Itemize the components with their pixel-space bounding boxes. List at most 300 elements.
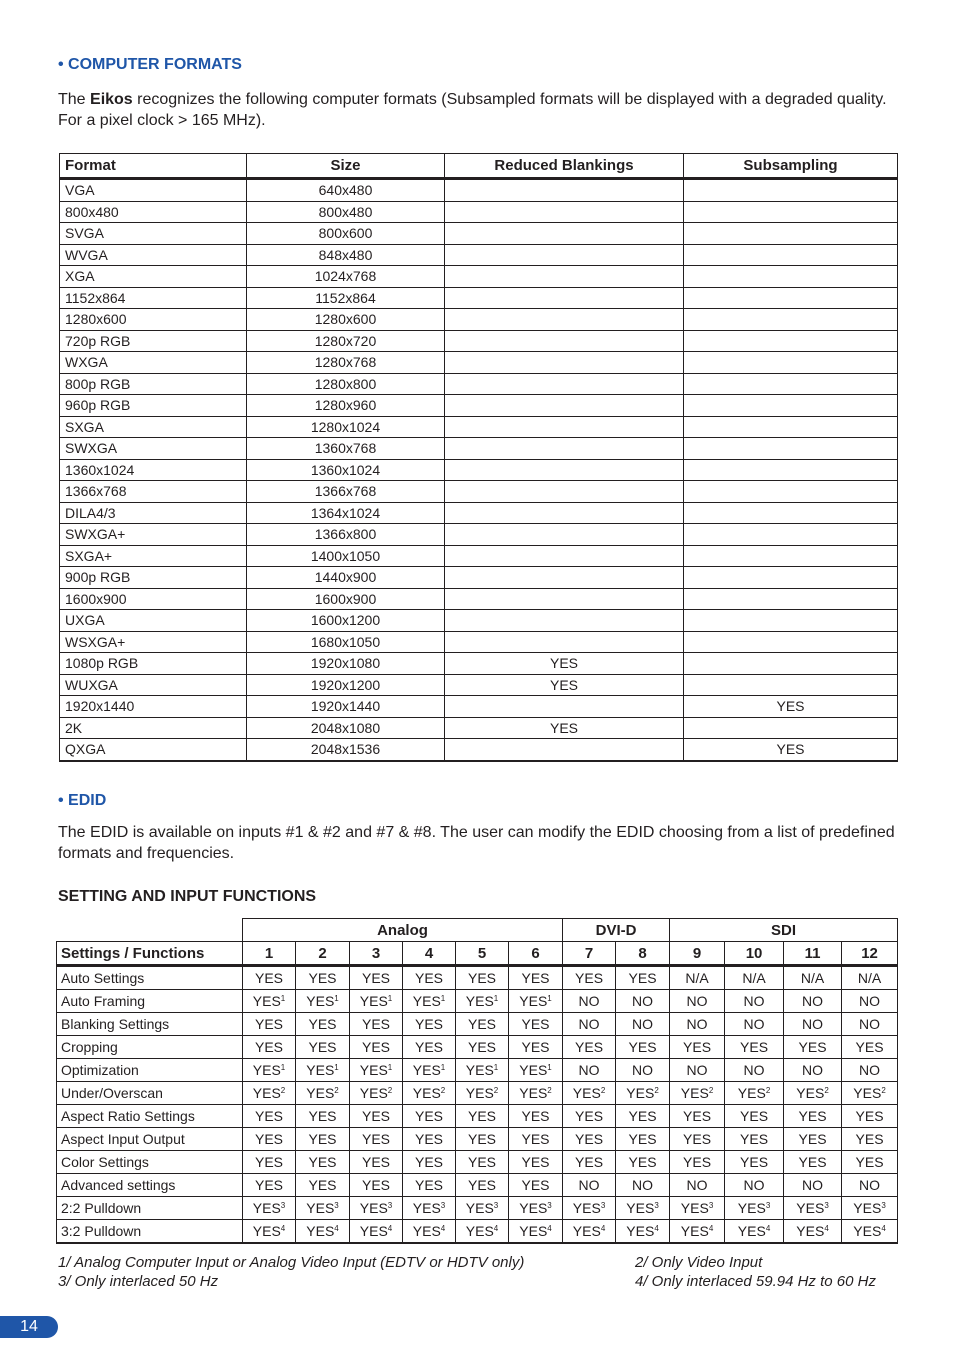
format-cell: VGA bbox=[60, 179, 247, 202]
reduced-blanking-cell bbox=[445, 567, 684, 589]
function-value: YES$^2$ bbox=[456, 1082, 509, 1105]
input-number: 3 bbox=[350, 942, 403, 966]
subsampling-cell bbox=[684, 481, 898, 503]
function-value: YES bbox=[784, 1036, 842, 1059]
size-cell: 1280x960 bbox=[247, 395, 445, 417]
footnote-ref: 1 bbox=[280, 1063, 286, 1072]
function-value: YES bbox=[403, 1174, 456, 1197]
reduced-blanking-cell bbox=[445, 223, 684, 245]
table-row bbox=[60, 588, 898, 610]
formats-body bbox=[60, 179, 898, 761]
function-value: YES bbox=[456, 966, 509, 990]
footnote-ref: 4 bbox=[600, 1224, 606, 1233]
subsampling-cell bbox=[684, 309, 898, 331]
table-row bbox=[60, 352, 898, 374]
function-value: NO bbox=[725, 1059, 784, 1082]
function-value: NO bbox=[725, 990, 784, 1013]
function-value: YES bbox=[842, 1105, 898, 1128]
size-cell: 1366x800 bbox=[247, 524, 445, 546]
reduced-blanking-cell bbox=[445, 287, 684, 309]
format-cell: 1152x864 bbox=[60, 287, 247, 309]
format-cell: 1360x1024 bbox=[60, 459, 247, 481]
format-cell: SVGA bbox=[60, 223, 247, 245]
function-value: YES bbox=[784, 1151, 842, 1174]
function-value: YES bbox=[670, 1128, 725, 1151]
table-row bbox=[60, 309, 898, 331]
format-cell: 960p RGB bbox=[60, 395, 247, 417]
function-value: YES bbox=[842, 1151, 898, 1174]
settings-functions-label: Settings / Functions bbox=[57, 942, 243, 966]
settings-heading: SETTING AND INPUT FUNCTIONS bbox=[58, 888, 317, 905]
footnote-ref: 2 bbox=[824, 1086, 829, 1095]
footnote-ref: 4 bbox=[280, 1224, 286, 1233]
function-name: Color Settings bbox=[57, 1151, 243, 1174]
table-row bbox=[60, 330, 898, 352]
table-row bbox=[60, 545, 898, 567]
function-value: YES$^4$ bbox=[670, 1220, 725, 1244]
function-name: Under/Overscan bbox=[57, 1082, 243, 1105]
format-cell: SXGA bbox=[60, 416, 247, 438]
function-value: YES bbox=[403, 1036, 456, 1059]
format-cell: WSXGA+ bbox=[60, 631, 247, 653]
function-value: NO bbox=[670, 1013, 725, 1036]
function-value: YES$^2$ bbox=[842, 1082, 898, 1105]
function-value: YES$^1$ bbox=[350, 990, 403, 1013]
footnote-ref: 3 bbox=[654, 1201, 659, 1210]
table-row bbox=[57, 1220, 898, 1244]
function-value: NO bbox=[725, 1013, 784, 1036]
function-value: YES bbox=[456, 1105, 509, 1128]
table-row bbox=[57, 1151, 898, 1174]
function-value: YES bbox=[296, 1128, 350, 1151]
function-value: YES bbox=[350, 1036, 403, 1059]
table-row bbox=[57, 1128, 898, 1151]
settings-header bbox=[57, 919, 898, 966]
size-cell: 1360x768 bbox=[247, 438, 445, 460]
reduced-blanking-cell: YES bbox=[445, 674, 684, 696]
function-name: Aspect Input Output bbox=[57, 1128, 243, 1151]
input-number: 8 bbox=[616, 942, 670, 966]
footnote-ref: 3 bbox=[493, 1201, 499, 1210]
intro-post: recognizes the following computer formats (Subsampled formats will be displayed with a degraded quality. For a pixel clock > 165 MHz). bbox=[58, 91, 887, 129]
function-value: YES bbox=[456, 1151, 509, 1174]
function-value: YES$^3$ bbox=[670, 1197, 725, 1220]
format-cell: WVGA bbox=[60, 244, 247, 266]
reduced-blanking-cell bbox=[445, 739, 684, 761]
size-cell: 2048x1080 bbox=[247, 717, 445, 739]
function-value: YES bbox=[350, 1105, 403, 1128]
footnote-ref: 4 bbox=[440, 1224, 446, 1233]
function-value: YES bbox=[725, 1128, 784, 1151]
reduced-blanking-cell bbox=[445, 438, 684, 460]
footnote-ref: 2 bbox=[334, 1086, 339, 1095]
reduced-blanking-cell bbox=[445, 309, 684, 331]
function-value: NO bbox=[563, 1059, 616, 1082]
table-row bbox=[60, 244, 898, 266]
reduced-blanking-cell: YES bbox=[445, 717, 684, 739]
formats-header-row bbox=[60, 154, 898, 179]
size-cell: 1366x768 bbox=[247, 481, 445, 503]
function-value: NO bbox=[563, 1013, 616, 1036]
size-cell: 1364x1024 bbox=[247, 502, 445, 524]
intro-pre: The bbox=[58, 91, 91, 108]
function-value: YES bbox=[670, 1151, 725, 1174]
format-cell: WUXGA bbox=[60, 674, 247, 696]
format-cell: 800x480 bbox=[60, 201, 247, 223]
footnote-ref: 4 bbox=[824, 1224, 829, 1233]
subsampling-cell bbox=[684, 502, 898, 524]
footnote-ref: 4 bbox=[654, 1224, 659, 1233]
footnote-ref: 3 bbox=[881, 1201, 886, 1210]
function-value: YES bbox=[842, 1128, 898, 1151]
function-value: YES$^1$ bbox=[509, 1059, 563, 1082]
footnote-ref: 4 bbox=[547, 1224, 552, 1233]
function-value: NO bbox=[725, 1174, 784, 1197]
function-value: YES$^3$ bbox=[563, 1197, 616, 1220]
format-cell: XGA bbox=[60, 266, 247, 288]
function-value: YES bbox=[509, 1036, 563, 1059]
footnote-ref: 2 bbox=[547, 1086, 552, 1095]
function-value: YES bbox=[725, 1105, 784, 1128]
function-value: YES$^2$ bbox=[350, 1082, 403, 1105]
function-value: YES bbox=[563, 1151, 616, 1174]
table-row bbox=[57, 1197, 898, 1220]
group-header: SDI bbox=[670, 919, 898, 942]
size-cell: 1360x1024 bbox=[247, 459, 445, 481]
table-row bbox=[60, 395, 898, 417]
footnote-ref: 2 bbox=[881, 1086, 886, 1095]
function-value: YES bbox=[784, 1128, 842, 1151]
footnote-2: 2/ Only Video Input bbox=[635, 1254, 763, 1271]
settings-functions-table bbox=[56, 918, 898, 1244]
format-cell: DILA4/3 bbox=[60, 502, 247, 524]
subsampling-cell bbox=[684, 223, 898, 245]
function-value: YES bbox=[296, 966, 350, 990]
function-name: 3:2 Pulldown bbox=[57, 1220, 243, 1244]
function-name: Auto Framing bbox=[57, 990, 243, 1013]
function-name: Blanking Settings bbox=[57, 1013, 243, 1036]
table-row bbox=[60, 696, 898, 718]
function-value: YES$^4$ bbox=[296, 1220, 350, 1244]
edid-text: The EDID is available on inputs #1 & #2 and #7 & #8. The user can modify the EDID choosing from a list of predefined formats and frequencies. bbox=[58, 824, 895, 862]
function-value: YES bbox=[296, 1174, 350, 1197]
footnote-ref: 2 bbox=[280, 1086, 286, 1095]
table-row bbox=[57, 1036, 898, 1059]
table-row bbox=[57, 1013, 898, 1036]
input-number: 2 bbox=[296, 942, 350, 966]
format-cell: 2K bbox=[60, 717, 247, 739]
table-row bbox=[57, 1174, 898, 1197]
size-cell: 640x480 bbox=[247, 179, 445, 202]
col-format: Format bbox=[60, 154, 247, 179]
format-cell: 900p RGB bbox=[60, 567, 247, 589]
input-number: 12 bbox=[842, 942, 898, 966]
table-row bbox=[60, 717, 898, 739]
function-value: YES bbox=[296, 1013, 350, 1036]
input-number: 9 bbox=[670, 942, 725, 966]
table-row bbox=[60, 223, 898, 245]
computer-formats-table bbox=[59, 153, 898, 762]
reduced-blanking-cell bbox=[445, 330, 684, 352]
reduced-blanking-cell bbox=[445, 201, 684, 223]
function-value: YES$^1$ bbox=[350, 1059, 403, 1082]
table-row bbox=[60, 567, 898, 589]
function-value: YES$^3$ bbox=[509, 1197, 563, 1220]
footnote-ref: 2 bbox=[387, 1086, 393, 1095]
footnote-ref: 1 bbox=[493, 994, 499, 1003]
function-value: YES$^4$ bbox=[616, 1220, 670, 1244]
brand-name: Eikos bbox=[90, 91, 133, 108]
edid-heading: • EDID bbox=[58, 792, 107, 809]
footnote-3: 3/ Only interlaced 50 Hz bbox=[58, 1273, 219, 1290]
footnote-ref: 2 bbox=[654, 1086, 659, 1095]
reduced-blanking-cell bbox=[445, 395, 684, 417]
input-number: 7 bbox=[563, 942, 616, 966]
subsampling-cell bbox=[684, 631, 898, 653]
function-value: YES bbox=[670, 1036, 725, 1059]
function-name: Cropping bbox=[57, 1036, 243, 1059]
footnote-4: 4/ Only interlaced 59.94 Hz to 60 Hz bbox=[635, 1273, 876, 1290]
reduced-blanking-cell bbox=[445, 459, 684, 481]
footnote-ref: 1 bbox=[547, 1063, 552, 1072]
subsampling-cell bbox=[684, 287, 898, 309]
function-value: YES bbox=[616, 966, 670, 990]
function-value: YES bbox=[725, 1151, 784, 1174]
function-value: YES$^3$ bbox=[403, 1197, 456, 1220]
function-name: Aspect Ratio Settings bbox=[57, 1105, 243, 1128]
size-cell: 1280x800 bbox=[247, 373, 445, 395]
reduced-blanking-cell bbox=[445, 416, 684, 438]
function-value: NO bbox=[842, 1013, 898, 1036]
function-value: YES$^2$ bbox=[509, 1082, 563, 1105]
function-value: YES bbox=[403, 1128, 456, 1151]
footnote-ref: 1 bbox=[440, 1063, 446, 1072]
group-header-row bbox=[57, 919, 898, 942]
function-value: YES$^4$ bbox=[456, 1220, 509, 1244]
function-value: NO bbox=[784, 990, 842, 1013]
table-row bbox=[57, 1059, 898, 1082]
table-row bbox=[60, 179, 898, 202]
corner-cell bbox=[57, 919, 243, 942]
table-row bbox=[57, 966, 898, 990]
subsampling-cell bbox=[684, 395, 898, 417]
function-name: Optimization bbox=[57, 1059, 243, 1082]
reduced-blanking-cell bbox=[445, 610, 684, 632]
function-value: YES bbox=[616, 1128, 670, 1151]
format-cell: 800p RGB bbox=[60, 373, 247, 395]
function-value: YES$^4$ bbox=[403, 1220, 456, 1244]
function-value: YES$^1$ bbox=[243, 990, 296, 1013]
function-value: N/A bbox=[842, 966, 898, 990]
footnote-ref: 1 bbox=[334, 994, 339, 1003]
footnote-ref: 1 bbox=[440, 994, 446, 1003]
subsampling-cell bbox=[684, 567, 898, 589]
function-value: YES$^3$ bbox=[616, 1197, 670, 1220]
function-value: YES bbox=[350, 1013, 403, 1036]
table-row bbox=[60, 438, 898, 460]
group-header: DVI-D bbox=[563, 919, 670, 942]
function-value: NO bbox=[616, 1174, 670, 1197]
subsampling-cell bbox=[684, 459, 898, 481]
size-cell: 1600x1200 bbox=[247, 610, 445, 632]
reduced-blanking-cell bbox=[445, 266, 684, 288]
subsampling-cell bbox=[684, 244, 898, 266]
function-value: YES bbox=[509, 966, 563, 990]
footnote-ref: 3 bbox=[440, 1201, 446, 1210]
function-name: 2:2 Pulldown bbox=[57, 1197, 243, 1220]
size-cell: 1280x600 bbox=[247, 309, 445, 331]
function-value: YES bbox=[509, 1151, 563, 1174]
function-value: YES$^2$ bbox=[403, 1082, 456, 1105]
footnote-ref: 4 bbox=[493, 1224, 499, 1233]
group-header: Analog bbox=[243, 919, 563, 942]
settings-body bbox=[57, 966, 898, 1244]
function-value: YES$^4$ bbox=[784, 1220, 842, 1244]
reduced-blanking-cell bbox=[445, 179, 684, 202]
computer-formats-heading: • COMPUTER FORMATS bbox=[58, 56, 242, 73]
subsampling-cell bbox=[684, 266, 898, 288]
function-value: YES bbox=[509, 1174, 563, 1197]
reduced-blanking-cell bbox=[445, 631, 684, 653]
reduced-blanking-cell bbox=[445, 524, 684, 546]
format-cell: SWXGA bbox=[60, 438, 247, 460]
function-value: YES bbox=[243, 1013, 296, 1036]
input-number-row bbox=[57, 942, 898, 966]
subsampling-cell: YES bbox=[684, 696, 898, 718]
function-value: YES bbox=[563, 1036, 616, 1059]
function-value: YES bbox=[616, 1036, 670, 1059]
function-value: YES bbox=[456, 1013, 509, 1036]
footnote-ref: 1 bbox=[387, 1063, 393, 1072]
size-cell: 2048x1536 bbox=[247, 739, 445, 761]
subsampling-cell bbox=[684, 717, 898, 739]
footnote-ref: 2 bbox=[440, 1086, 446, 1095]
footnote-ref: 1 bbox=[387, 994, 393, 1003]
table-row bbox=[60, 631, 898, 653]
function-value: YES bbox=[350, 1174, 403, 1197]
function-value: NO bbox=[563, 990, 616, 1013]
function-value: YES bbox=[350, 966, 403, 990]
function-value: YES bbox=[509, 1105, 563, 1128]
reduced-blanking-cell bbox=[445, 373, 684, 395]
function-value: YES bbox=[784, 1105, 842, 1128]
footnote-ref: 2 bbox=[600, 1086, 606, 1095]
function-value: YES$^3$ bbox=[296, 1197, 350, 1220]
reduced-blanking-cell: YES bbox=[445, 653, 684, 675]
subsampling-cell bbox=[684, 373, 898, 395]
footnote-ref: 3 bbox=[765, 1201, 771, 1210]
function-value: YES bbox=[616, 1151, 670, 1174]
function-value: NO bbox=[784, 1013, 842, 1036]
footnote-ref: 4 bbox=[765, 1224, 771, 1233]
format-cell: QXGA bbox=[60, 739, 247, 761]
subsampling-cell bbox=[684, 330, 898, 352]
function-value: NO bbox=[842, 1059, 898, 1082]
subsampling-cell bbox=[684, 588, 898, 610]
function-value: YES$^3$ bbox=[842, 1197, 898, 1220]
subsampling-cell bbox=[684, 545, 898, 567]
size-cell: 800x480 bbox=[247, 201, 445, 223]
function-value: YES bbox=[296, 1151, 350, 1174]
table-row bbox=[60, 502, 898, 524]
format-cell: UXGA bbox=[60, 610, 247, 632]
reduced-blanking-cell bbox=[445, 352, 684, 374]
function-value: YES$^2$ bbox=[784, 1082, 842, 1105]
function-value: YES$^1$ bbox=[296, 1059, 350, 1082]
format-cell: WXGA bbox=[60, 352, 247, 374]
size-cell: 1280x720 bbox=[247, 330, 445, 352]
footnote-ref: 3 bbox=[280, 1201, 286, 1210]
footnote-ref: 2 bbox=[493, 1086, 499, 1095]
function-value: YES$^3$ bbox=[784, 1197, 842, 1220]
format-cell: 1366x768 bbox=[60, 481, 247, 503]
computer-formats-intro bbox=[58, 89, 908, 131]
size-cell: 1920x1440 bbox=[247, 696, 445, 718]
size-cell: 1152x864 bbox=[247, 287, 445, 309]
function-value: YES bbox=[563, 1105, 616, 1128]
footnote-ref: 4 bbox=[881, 1224, 886, 1233]
function-value: YES$^3$ bbox=[350, 1197, 403, 1220]
function-value: YES bbox=[456, 1174, 509, 1197]
function-value: NO bbox=[670, 1059, 725, 1082]
format-cell: SWXGA+ bbox=[60, 524, 247, 546]
function-value: YES bbox=[563, 966, 616, 990]
subsampling-cell bbox=[684, 610, 898, 632]
page-number: 14 bbox=[0, 1316, 58, 1338]
function-name: Auto Settings bbox=[57, 966, 243, 990]
footnote-ref: 3 bbox=[824, 1201, 829, 1210]
reduced-blanking-cell bbox=[445, 588, 684, 610]
footnote-ref: 1 bbox=[547, 994, 552, 1003]
function-name: Advanced settings bbox=[57, 1174, 243, 1197]
function-value: NO bbox=[616, 1013, 670, 1036]
function-value: YES bbox=[842, 1036, 898, 1059]
function-value: YES$^2$ bbox=[563, 1082, 616, 1105]
function-value: NO bbox=[842, 1174, 898, 1197]
function-value: YES$^1$ bbox=[296, 990, 350, 1013]
col-reduced-blankings: Reduced Blankings bbox=[445, 154, 684, 179]
function-value: YES$^4$ bbox=[509, 1220, 563, 1244]
reduced-blanking-cell bbox=[445, 481, 684, 503]
function-value: YES bbox=[456, 1128, 509, 1151]
input-number: 5 bbox=[456, 942, 509, 966]
input-number: 1 bbox=[243, 942, 296, 966]
table-row bbox=[60, 373, 898, 395]
subsampling-cell bbox=[684, 438, 898, 460]
function-value: N/A bbox=[670, 966, 725, 990]
footnote-ref: 2 bbox=[765, 1086, 771, 1095]
subsampling-cell bbox=[684, 179, 898, 202]
function-value: NO bbox=[616, 990, 670, 1013]
function-value: YES bbox=[243, 1151, 296, 1174]
footnote-ref: 1 bbox=[334, 1063, 339, 1072]
function-value: NO bbox=[784, 1174, 842, 1197]
format-cell: 1280x600 bbox=[60, 309, 247, 331]
function-value: NO bbox=[670, 990, 725, 1013]
reduced-blanking-cell bbox=[445, 545, 684, 567]
function-value: NO bbox=[842, 990, 898, 1013]
function-value: YES$^3$ bbox=[456, 1197, 509, 1220]
input-number: 4 bbox=[403, 942, 456, 966]
footnote-ref: 3 bbox=[600, 1201, 606, 1210]
function-value: YES$^4$ bbox=[563, 1220, 616, 1244]
table-row bbox=[60, 201, 898, 223]
table-row bbox=[60, 739, 898, 761]
function-value: YES$^1$ bbox=[456, 1059, 509, 1082]
function-value: YES bbox=[616, 1105, 670, 1128]
reduced-blanking-cell bbox=[445, 244, 684, 266]
function-value: YES bbox=[296, 1105, 350, 1128]
